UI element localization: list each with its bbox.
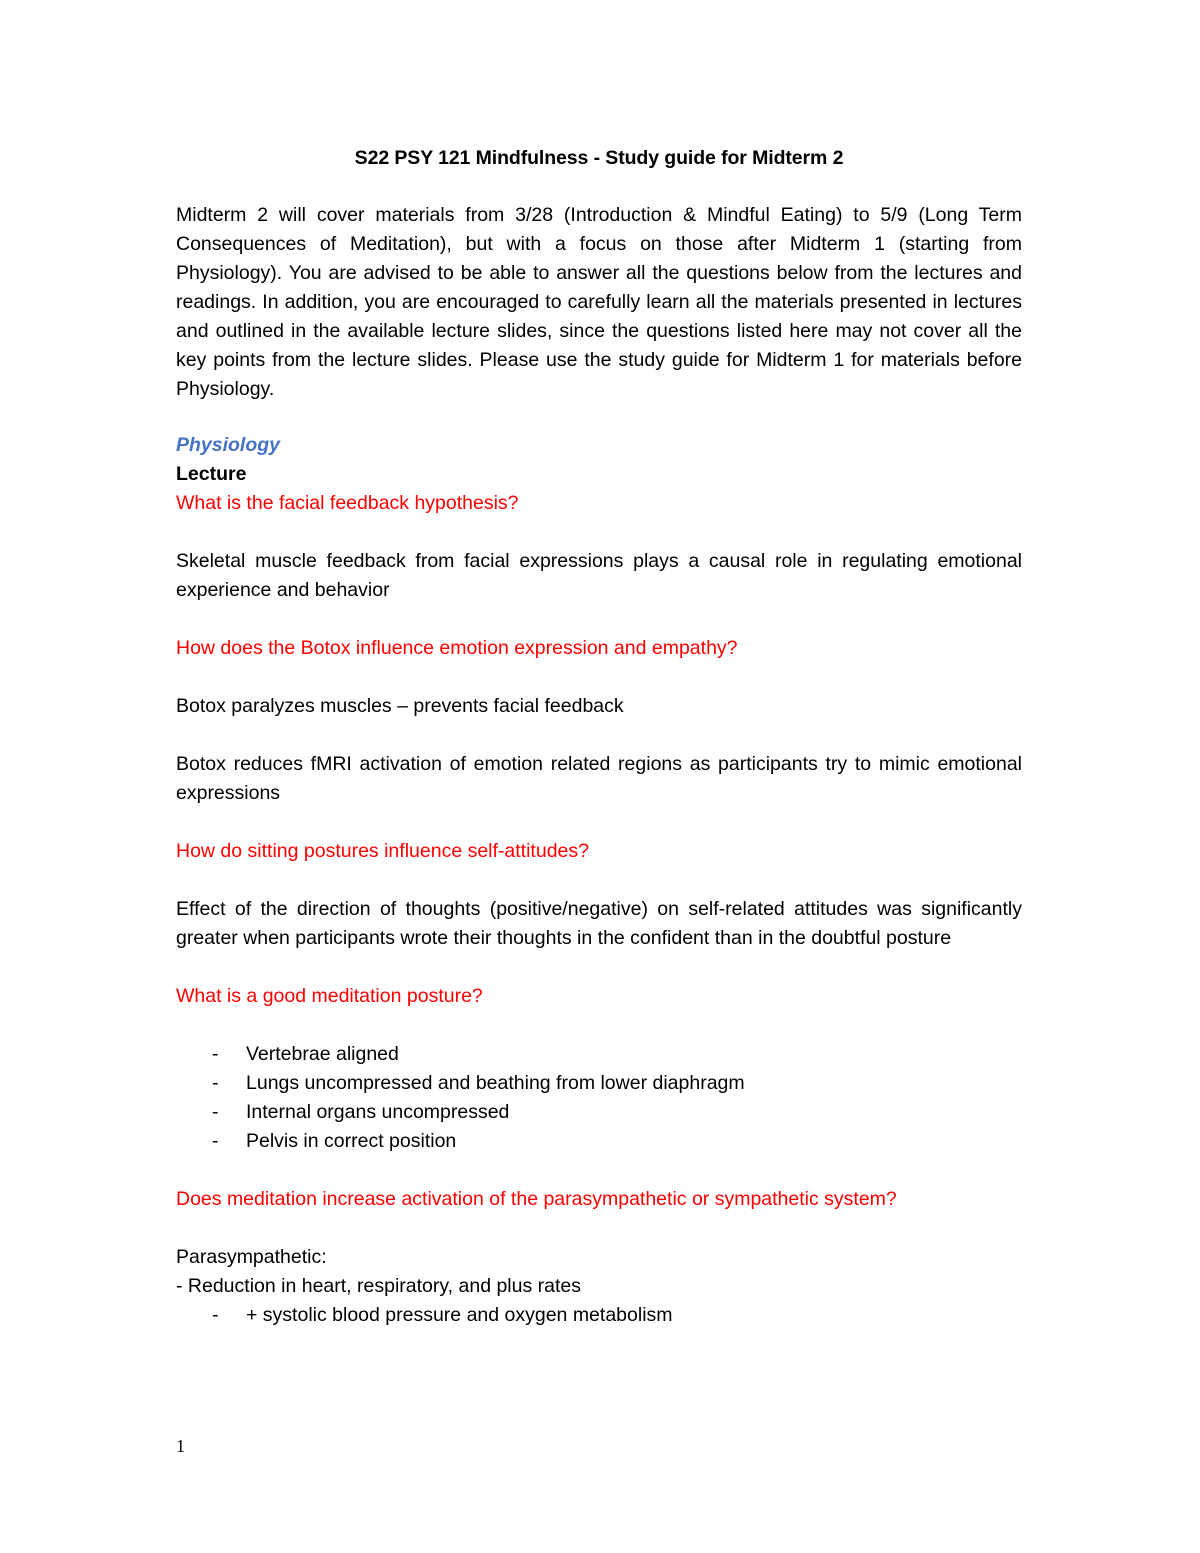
answer: Botox reduces fMRI activation of emotion related regions as participants try to mimic emotional expressions (176, 753, 1022, 804)
list-item-text: + systolic blood pressure and oxygen metabolism (246, 1304, 673, 1326)
dash-bullet: - (212, 1043, 219, 1065)
question: What is a good meditation posture? (176, 985, 483, 1007)
list-item (176, 1069, 1022, 1098)
list-item (176, 1127, 1022, 1156)
document-page (176, 140, 1022, 1330)
answer: Effect of the direction of thoughts (positive/negative) on self-related attitudes was significantly greater when participants wrote their thoughts in the confident than in the doubtful posture (176, 898, 1022, 949)
list-item (176, 1301, 1022, 1330)
answer-label: Parasympathetic: (176, 1246, 327, 1268)
question: How do sitting postures influence self-attitudes? (176, 840, 589, 862)
section-heading: Physiology (176, 434, 281, 456)
answer: Skeletal muscle feedback from facial expressions plays a causal role in regulating emotional experience and behavior (176, 550, 1022, 601)
list-item-text: Pelvis in correct position (246, 1130, 457, 1152)
answer: Botox paralyzes muscles – prevents facial feedback (176, 695, 624, 717)
dash-bullet: - (212, 1101, 219, 1123)
dash-bullet: - (212, 1130, 219, 1152)
list-item (176, 1098, 1022, 1127)
parasympathetic-list (176, 1301, 1022, 1330)
list-item-text: Vertebrae aligned (246, 1043, 399, 1065)
sub-heading: Lecture (176, 463, 247, 485)
page-title: S22 PSY 121 Mindfulness - Study guide for Midterm 2 (354, 147, 844, 169)
posture-list (176, 1040, 1022, 1156)
answer: - Reduction in heart, respiratory, and plus rates (176, 1275, 582, 1297)
list-item-text: Lungs uncompressed and beathing from lower diaphragm (246, 1072, 745, 1094)
question: Does meditation increase activation of the parasympathetic or sympathetic system? (176, 1188, 897, 1210)
dash-bullet: - (212, 1072, 219, 1094)
page-number: 1 (176, 1436, 185, 1456)
dash-bullet: - (212, 1304, 219, 1326)
intro-paragraph: Midterm 2 will cover materials from 3/28 (Introduction & Mindful Eating) to 5/9 (Long Term Consequences of Meditation), but with a focus on those after Midterm 1 (starting from Physiology). You are advised to be able to answer all the questions below from the lectures and readings. In addition, you are encouraged to carefully learn all the materials presented in lectures and outlined in the available lecture slides, since the questions listed here may not cover all the key points from the lecture slides. Please use the study guide for Midterm 1 for materials before Physiology. (176, 204, 1022, 400)
list-item (176, 1040, 1022, 1069)
list-item-text: Internal organs uncompressed (246, 1101, 510, 1123)
question: How does the Botox influence emotion expression and empathy? (176, 637, 738, 659)
question: What is the facial feedback hypothesis? (176, 492, 519, 514)
